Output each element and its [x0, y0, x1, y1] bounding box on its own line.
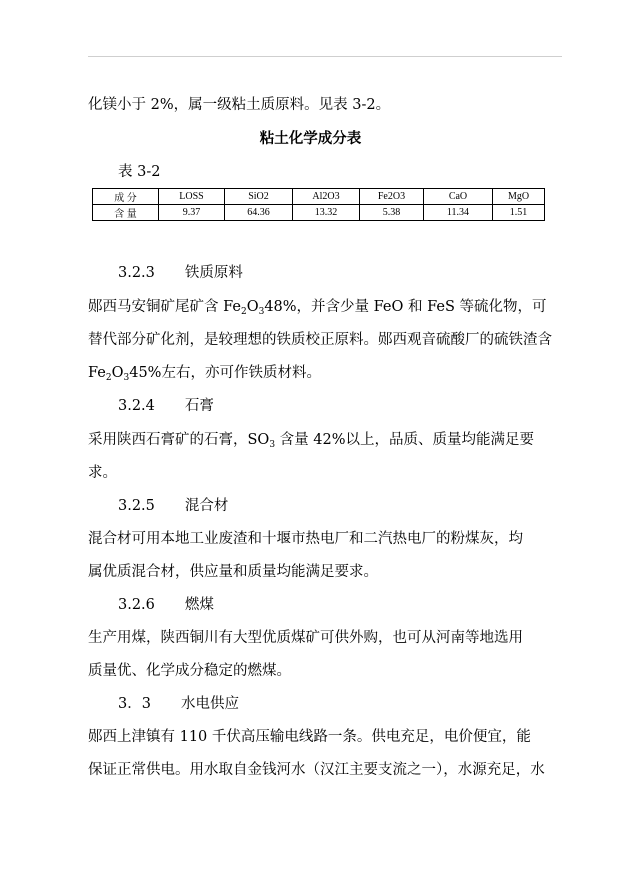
paragraph-line: 属优质混合材，供应量和质量均能满足要求。: [88, 564, 378, 580]
text-run: 45%左右，亦可作铁质材料。: [129, 365, 321, 381]
text-run: O: [111, 365, 124, 381]
paragraph-line: [88, 363, 321, 383]
section-number: 3．3: [118, 696, 151, 712]
text-run: O: [246, 299, 259, 315]
header-cell: SiO2: [225, 189, 293, 205]
data-cell: 11.34: [424, 205, 493, 221]
section-title: 燃煤: [184, 597, 214, 613]
intro-line: 化镁小于 2%，属一级粘土质原料。见表 3-2。: [88, 97, 391, 113]
section-title: 石膏: [184, 398, 214, 414]
chemical-composition-table: [92, 188, 545, 221]
section-title: 铁质原料: [184, 265, 243, 281]
table-header-row: [93, 189, 545, 205]
data-cell: 9.37: [159, 205, 225, 221]
header-rule: [88, 56, 562, 57]
subscript: 2: [240, 307, 247, 317]
text-run: 郧西马安铜矿尾矿含 Fe: [88, 299, 241, 315]
table-title: 粘土化学成分表: [259, 131, 362, 147]
paragraph-line: 替代部分矿化剂，是较理想的铁质校正原料。郧西观音硫酸厂的硫铁渣含: [88, 332, 552, 348]
section-heading-3-3: [118, 694, 239, 714]
section-heading-3-2-3: [118, 263, 243, 283]
paragraph-line: 质量优、化学成分稳定的燃煤。: [88, 663, 291, 679]
section-heading-3-2-4: [118, 396, 214, 416]
paragraph-line: [88, 430, 534, 450]
section-title: 混合材: [184, 498, 229, 514]
paragraph-line: 保证正常供电。用水取自金钱河水（汉江主要支流之一），水源充足，水: [88, 762, 545, 778]
paragraph-line: 混合材可用本地工业废渣和十堰市热电厂和二汽热电厂的粉煤灰，均: [88, 531, 523, 547]
header-cell: LOSS: [159, 189, 225, 205]
subscript: 3: [123, 373, 130, 383]
text-run: Fe: [88, 365, 106, 381]
data-cell: 1.51: [493, 205, 545, 221]
table-row: [93, 205, 545, 221]
header-cell: 成 分: [93, 189, 159, 205]
subscript: 3: [269, 440, 276, 450]
paragraph-line: 郧西上津镇有 110 千伏高压输电线路一条。供电充足，电价便宜，能: [88, 729, 531, 745]
text-run: 48%，并含少量 FeO 和 FeS 等硫化物，可: [264, 299, 547, 315]
paragraph-line: 生产用煤，陕西铜川有大型优质煤矿可供外购，也可从河南等地选用: [88, 630, 523, 646]
section-number: 3.2.3: [118, 265, 155, 281]
section-number: 3.2.5: [118, 498, 155, 514]
section-heading-3-2-6: [118, 595, 214, 615]
paragraph-line: [88, 297, 547, 317]
section-number: 3.2.6: [118, 597, 155, 613]
data-cell: 13.32: [293, 205, 360, 221]
header-cell: Fe2O3: [360, 189, 424, 205]
data-cell: 5.38: [360, 205, 424, 221]
paragraph-line: 求。: [88, 465, 117, 481]
section-title: 水电供应: [180, 696, 239, 712]
header-cell: Al2O3: [293, 189, 360, 205]
subscript: 3: [258, 307, 265, 317]
subscript: 2: [105, 373, 112, 383]
section-number: 3.2.4: [118, 398, 155, 414]
header-cell: MgO: [493, 189, 545, 205]
table-label: 表 3-2: [118, 164, 161, 180]
text-run: 采用陕西石膏矿的石膏，SO: [88, 432, 270, 448]
data-cell: 含 量: [93, 205, 159, 221]
text-run: 含量 42%以上，品质、质量均能满足要: [275, 432, 535, 448]
header-cell: CaO: [424, 189, 493, 205]
data-cell: 64.36: [225, 205, 293, 221]
section-heading-3-2-5: [118, 496, 228, 516]
